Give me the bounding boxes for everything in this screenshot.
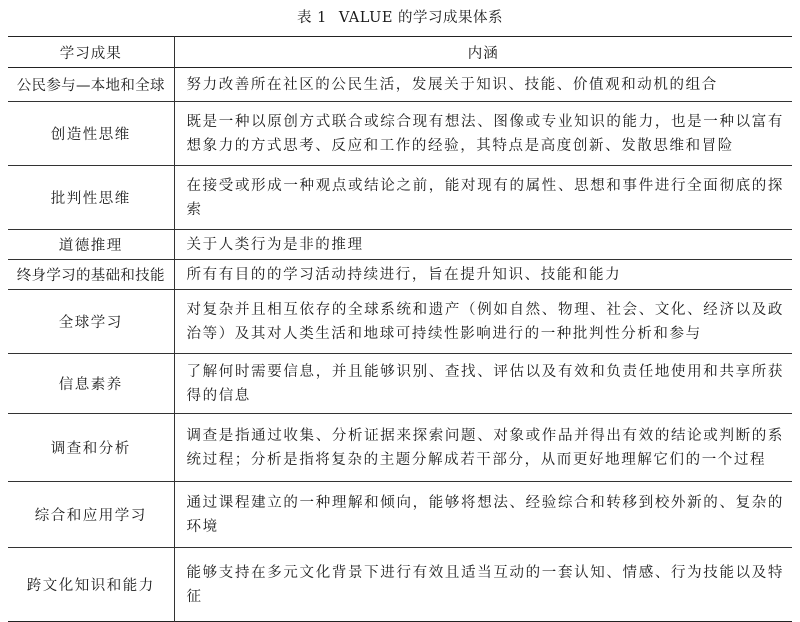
content-cell: 努力改善所在社区的公民生活，发展关于知识、技能、价值观和动机的组合 xyxy=(186,76,718,93)
table-row xyxy=(8,414,792,482)
table-caption xyxy=(8,0,792,36)
table-header-row xyxy=(8,37,792,68)
header-connotation: 内涵 xyxy=(467,45,499,62)
content-cell: 了解何时需要信息，并且能够识别、查找、评估以及有效和负责任地使用和共享所获得的信息 xyxy=(186,363,784,404)
table-row xyxy=(8,290,792,354)
content-cell: 既是一种以原创方式联合或综合现有想法、图像或专业知识的能力，也是一种以富有想象力的方式思考、反应和工作的经验，其特点是高度创新、发散思维和冒险 xyxy=(186,113,784,154)
table-row xyxy=(8,230,792,260)
content-cell: 所有有目的的学习活动持续进行，旨在提升知识、技能和能力 xyxy=(186,266,622,283)
table-row xyxy=(8,482,792,548)
outcome-cell: 公民参与—本地和全球 xyxy=(8,68,174,102)
table-row xyxy=(8,548,792,622)
table-row xyxy=(8,166,792,230)
content-cell: 能够支持在多元文化背景下进行有效且适当互动的一套认知、情感、行为技能以及特征 xyxy=(186,564,784,605)
outcome-cell: 全球学习 xyxy=(8,290,174,354)
table-caption-title: VALUE 的学习成果体系 xyxy=(338,10,504,26)
content-cell: 在接受或形成一种观点或结论之前，能对现有的属性、思想和事件进行全面彻底的探索 xyxy=(186,177,784,218)
table-row xyxy=(8,68,792,102)
outcome-cell: 信息素养 xyxy=(8,354,174,414)
outcome-cell: 道德推理 xyxy=(8,230,174,260)
outcome-cell: 跨文化知识和能力 xyxy=(8,548,174,622)
table-caption-number: 表 1 xyxy=(296,10,327,26)
content-cell: 关于人类行为是非的推理 xyxy=(186,236,364,253)
outcome-cell: 终身学习的基础和技能 xyxy=(8,260,174,290)
table-row xyxy=(8,260,792,290)
table-row xyxy=(8,102,792,166)
outcome-cell: 综合和应用学习 xyxy=(8,482,174,548)
header-learning-outcome: 学习成果 xyxy=(8,37,174,68)
outcome-cell: 调查和分析 xyxy=(8,414,174,482)
content-cell: 通过课程建立的一种理解和倾向，能够将想法、经验综合和转移到校外新的、复杂的环境 xyxy=(186,494,784,535)
outcome-cell: 创造性思维 xyxy=(8,102,174,166)
value-outcomes-table xyxy=(8,36,792,622)
content-cell: 调查是指通过收集、分析证据来探索问题、对象或作品并得出有效的结论或判断的系统过程；分析是指将复杂的主题分解成若干部分，从而更好地理解它们的一个过程 xyxy=(186,427,784,468)
outcome-cell: 批判性思维 xyxy=(8,166,174,230)
content-cell: 对复杂并且相互依存的全球系统和遗产（例如自然、物理、社会、文化、经济以及政治等）及其对人类生活和地球可持续性影响进行的一种批判性分析和参与 xyxy=(186,301,784,342)
table-row xyxy=(8,354,792,414)
